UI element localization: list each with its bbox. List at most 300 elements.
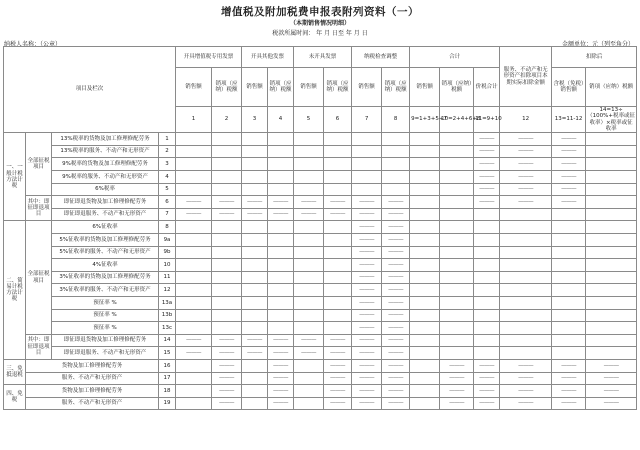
not-applicable-cell: ——— (212, 359, 242, 372)
not-applicable-cell: ——— (552, 372, 586, 385)
not-applicable-cell: ——— (500, 385, 552, 398)
row-description: 5%征收率的货物及加工修理修配劳务 (52, 234, 159, 247)
amount-input-cell[interactable] (410, 309, 440, 322)
amount-input-cell[interactable] (268, 171, 294, 184)
not-applicable-cell: ——— (294, 347, 324, 360)
not-applicable-cell: ——— (552, 196, 586, 209)
amount-input-cell[interactable] (410, 145, 440, 158)
sales-header: 销售额 (242, 68, 268, 107)
row-number: 10 (159, 259, 176, 272)
amount-input-cell[interactable] (212, 145, 242, 158)
amount-input-cell[interactable] (500, 322, 552, 335)
amount-input-cell[interactable] (268, 284, 294, 297)
amount-input-cell[interactable] (552, 347, 586, 360)
amount-input-cell[interactable] (352, 133, 382, 146)
amount-input-cell[interactable] (500, 296, 552, 309)
amount-input-cell[interactable] (474, 271, 500, 284)
group-after-deduction: 扣除后 (552, 47, 637, 68)
row-number: 19 (159, 397, 176, 410)
amount-input-cell[interactable] (294, 397, 324, 410)
amount-input-cell[interactable] (352, 158, 382, 171)
amount-input-cell[interactable] (268, 234, 294, 247)
row-description: 即征即退服务、不动产和无形资产 (52, 347, 159, 360)
amount-input-cell[interactable] (176, 397, 212, 410)
amount-input-cell[interactable] (242, 372, 268, 385)
amount-input-cell[interactable] (324, 171, 352, 184)
amount-input-cell[interactable] (212, 246, 242, 259)
amount-input-cell[interactable] (212, 296, 242, 309)
not-applicable-cell: ——— (552, 183, 586, 196)
amount-input-cell[interactable] (474, 309, 500, 322)
amount-input-cell[interactable] (324, 322, 352, 335)
column-number: 8 (382, 107, 410, 133)
amount-input-cell[interactable] (586, 347, 637, 360)
amount-input-cell[interactable] (382, 171, 410, 184)
amount-input-cell[interactable] (552, 259, 586, 272)
amount-input-cell[interactable] (352, 171, 382, 184)
amount-input-cell[interactable] (586, 196, 637, 209)
amount-input-cell[interactable] (212, 284, 242, 297)
tax-header: 销项（应纳）税额 (324, 68, 352, 107)
amount-input-cell[interactable] (268, 246, 294, 259)
not-applicable-cell: ——— (382, 221, 410, 234)
amount-input-cell[interactable] (410, 284, 440, 297)
amount-input-cell[interactable] (440, 234, 474, 247)
amount-input-cell[interactable] (440, 221, 474, 234)
section-simplified: 二、简易计税方法计税 (4, 221, 26, 360)
amount-input-cell[interactable] (440, 183, 474, 196)
amount-input-cell[interactable] (440, 246, 474, 259)
amount-input-cell[interactable] (176, 271, 212, 284)
amount-input-cell[interactable] (410, 385, 440, 398)
not-applicable-cell: ——— (212, 334, 242, 347)
amount-input-cell[interactable] (294, 133, 324, 146)
amount-input-cell[interactable] (474, 259, 500, 272)
row-description: 货物及加工修理修配劳务 (26, 385, 159, 398)
row-number: 9b (159, 246, 176, 259)
amount-input-cell[interactable] (176, 171, 212, 184)
amount-input-cell[interactable] (440, 271, 474, 284)
amount-input-cell[interactable] (586, 171, 637, 184)
amount-input-cell[interactable] (324, 158, 352, 171)
amount-input-cell[interactable] (176, 145, 212, 158)
not-applicable-cell: ——— (440, 397, 474, 410)
amount-input-cell[interactable] (242, 145, 268, 158)
amount-input-cell[interactable] (500, 271, 552, 284)
amount-input-cell[interactable] (586, 183, 637, 196)
taxpayer-name-label: 纳税人名称：（公章） (4, 41, 62, 48)
amount-input-cell[interactable] (268, 322, 294, 335)
amount-input-cell[interactable] (212, 309, 242, 322)
not-applicable-cell: ——— (176, 334, 212, 347)
amount-input-cell[interactable] (552, 309, 586, 322)
not-applicable-cell: ——— (212, 385, 242, 398)
row-description: 3%征收率的货物及加工修理修配劳务 (52, 271, 159, 284)
table-row (4, 171, 637, 184)
amount-input-cell[interactable] (586, 234, 637, 247)
amount-input-cell[interactable] (410, 271, 440, 284)
amount-input-cell[interactable] (176, 385, 212, 398)
amount-input-cell[interactable] (268, 221, 294, 234)
amount-input-cell[interactable] (474, 334, 500, 347)
amount-input-cell[interactable] (176, 158, 212, 171)
not-applicable-cell: ——— (382, 271, 410, 284)
amount-input-cell[interactable] (176, 259, 212, 272)
amount-input-cell[interactable] (552, 284, 586, 297)
amount-input-cell[interactable] (242, 133, 268, 146)
table-row (4, 259, 637, 272)
amount-input-cell[interactable] (294, 322, 324, 335)
amount-input-cell[interactable] (212, 234, 242, 247)
amount-input-cell[interactable] (586, 221, 637, 234)
amount-input-cell[interactable] (212, 171, 242, 184)
amount-input-cell[interactable] (294, 158, 324, 171)
not-applicable-cell: ——— (176, 196, 212, 209)
amount-input-cell[interactable] (474, 322, 500, 335)
row-number: 2 (159, 145, 176, 158)
amount-input-cell[interactable] (294, 309, 324, 322)
not-applicable-cell: ——— (352, 347, 382, 360)
amount-input-cell[interactable] (500, 221, 552, 234)
amount-input-cell[interactable] (410, 334, 440, 347)
row-number: 3 (159, 158, 176, 171)
amount-input-cell[interactable] (410, 158, 440, 171)
amount-input-cell[interactable] (242, 359, 268, 372)
amount-input-cell[interactable] (410, 322, 440, 335)
row-number: 13c (159, 322, 176, 335)
not-applicable-cell: ——— (268, 359, 294, 372)
amount-input-cell[interactable] (410, 234, 440, 247)
amount-input-cell[interactable] (552, 246, 586, 259)
column-number: 14=13÷（100%+税率或征收率）×税率或征收率 (587, 107, 635, 132)
table-row (4, 208, 637, 221)
column-number: 10=2+4+6+8 (440, 107, 474, 133)
amount-input-cell[interactable] (324, 221, 352, 234)
table-row (4, 347, 637, 360)
amount-input-cell[interactable] (352, 145, 382, 158)
row-description: 6%税率 (52, 183, 159, 196)
row-number: 17 (159, 372, 176, 385)
amount-input-cell[interactable] (176, 183, 212, 196)
amount-input-cell[interactable] (474, 234, 500, 247)
amount-input-cell[interactable] (552, 334, 586, 347)
amount-input-cell[interactable] (474, 221, 500, 234)
row-number: 1 (159, 133, 176, 146)
amount-input-cell[interactable] (410, 171, 440, 184)
not-applicable-cell: ——— (382, 334, 410, 347)
subsection-refund-on-levy: 其中：即征即退项目 (26, 334, 52, 359)
amount-input-cell[interactable] (440, 171, 474, 184)
amount-input-cell[interactable] (410, 196, 440, 209)
amount-input-cell[interactable] (586, 284, 637, 297)
amount-input-cell[interactable] (324, 234, 352, 247)
amount-input-cell[interactable] (294, 234, 324, 247)
amount-input-cell[interactable] (586, 334, 637, 347)
amount-input-cell[interactable] (242, 309, 268, 322)
not-applicable-cell: ——— (352, 284, 382, 297)
amount-input-cell[interactable] (410, 208, 440, 221)
amount-input-cell[interactable] (176, 221, 212, 234)
amount-input-cell[interactable] (176, 372, 212, 385)
amount-input-cell[interactable] (382, 183, 410, 196)
amount-input-cell[interactable] (176, 246, 212, 259)
amount-input-cell[interactable] (410, 397, 440, 410)
amount-input-cell[interactable] (176, 133, 212, 146)
not-applicable-cell: ——— (242, 334, 268, 347)
row-number: 13a (159, 296, 176, 309)
table-row (4, 271, 637, 284)
amount-input-cell[interactable] (352, 183, 382, 196)
amount-input-cell[interactable] (500, 309, 552, 322)
amount-input-cell[interactable] (268, 158, 294, 171)
amount-input-cell[interactable] (324, 296, 352, 309)
not-applicable-cell: ——— (440, 372, 474, 385)
amount-input-cell[interactable] (552, 221, 586, 234)
amount-input-cell[interactable] (294, 183, 324, 196)
not-applicable-cell: ——— (324, 359, 352, 372)
amount-input-cell[interactable] (410, 372, 440, 385)
not-applicable-cell: ——— (176, 208, 212, 221)
amount-input-cell[interactable] (586, 145, 637, 158)
amount-input-cell[interactable] (294, 296, 324, 309)
amount-input-cell[interactable] (176, 309, 212, 322)
not-applicable-cell: ——— (382, 347, 410, 360)
amount-input-cell[interactable] (382, 133, 410, 146)
amount-input-cell[interactable] (474, 347, 500, 360)
amount-input-cell[interactable] (294, 171, 324, 184)
amount-input-cell[interactable] (440, 145, 474, 158)
amount-input-cell[interactable] (242, 171, 268, 184)
amount-input-cell[interactable] (552, 322, 586, 335)
section-general: 一、一般计税方法计税 (4, 133, 26, 221)
amount-input-cell[interactable] (268, 133, 294, 146)
amount-input-cell[interactable] (410, 359, 440, 372)
row-number: 13b (159, 309, 176, 322)
amount-input-cell[interactable] (410, 347, 440, 360)
amount-input-cell[interactable] (410, 259, 440, 272)
amount-input-cell[interactable] (242, 284, 268, 297)
amount-input-cell[interactable] (176, 322, 212, 335)
row-description: 6%征收率 (52, 221, 159, 234)
not-applicable-cell: ——— (500, 397, 552, 410)
amount-input-cell[interactable] (268, 145, 294, 158)
not-applicable-cell: ——— (352, 234, 382, 247)
amount-input-cell[interactable] (242, 397, 268, 410)
not-applicable-cell: ——— (382, 309, 410, 322)
amount-input-cell[interactable] (176, 296, 212, 309)
not-applicable-cell: ——— (352, 385, 382, 398)
amount-input-cell[interactable] (586, 271, 637, 284)
not-applicable-cell: ——— (242, 196, 268, 209)
amount-input-cell[interactable] (500, 284, 552, 297)
amount-input-cell[interactable] (242, 296, 268, 309)
amount-input-cell[interactable] (294, 145, 324, 158)
amount-input-cell[interactable] (440, 284, 474, 297)
not-applicable-cell: ——— (382, 359, 410, 372)
amount-input-cell[interactable] (586, 158, 637, 171)
amount-input-cell[interactable] (552, 296, 586, 309)
amount-input-cell[interactable] (324, 183, 352, 196)
not-applicable-cell: ——— (352, 296, 382, 309)
after-deduction-tax-header: 销项（应纳）税额 (586, 68, 637, 107)
not-applicable-cell: ——— (382, 208, 410, 221)
row-number: 9a (159, 234, 176, 247)
amount-input-cell[interactable] (410, 133, 440, 146)
amount-input-cell[interactable] (294, 271, 324, 284)
amount-input-cell[interactable] (212, 259, 242, 272)
form-title: 增值税及附加税费申报表附列资料（一） (221, 6, 419, 18)
amount-input-cell[interactable] (324, 271, 352, 284)
amount-input-cell[interactable] (410, 296, 440, 309)
amount-input-cell[interactable] (324, 259, 352, 272)
row-description: 5%征收率的服务、不动产和无形资产 (52, 246, 159, 259)
amount-input-cell[interactable] (324, 133, 352, 146)
table-row (4, 284, 637, 297)
amount-input-cell[interactable] (212, 271, 242, 284)
not-applicable-cell: ——— (500, 372, 552, 385)
amount-input-cell[interactable] (242, 234, 268, 247)
table-row (4, 234, 637, 247)
amount-input-cell[interactable] (410, 221, 440, 234)
amount-input-cell[interactable] (440, 196, 474, 209)
subsection-refund-on-levy: 其中：即征即退项目 (26, 196, 52, 221)
column-number: 3 (242, 107, 268, 133)
amount-input-cell[interactable] (268, 183, 294, 196)
amount-input-cell[interactable] (382, 145, 410, 158)
not-applicable-cell: ——— (324, 196, 352, 209)
not-applicable-cell: ——— (474, 145, 500, 158)
amount-input-cell[interactable] (324, 309, 352, 322)
not-applicable-cell: ——— (552, 145, 586, 158)
amount-input-cell[interactable] (242, 246, 268, 259)
amount-input-cell[interactable] (500, 347, 552, 360)
amount-input-cell[interactable] (440, 309, 474, 322)
not-applicable-cell: ——— (324, 397, 352, 410)
not-applicable-cell: ——— (352, 208, 382, 221)
amount-input-cell[interactable] (294, 284, 324, 297)
not-applicable-cell: ——— (500, 183, 552, 196)
amount-input-cell[interactable] (500, 208, 552, 221)
amount-input-cell[interactable] (410, 183, 440, 196)
amount-input-cell[interactable] (552, 208, 586, 221)
amount-input-cell[interactable] (500, 259, 552, 272)
amount-input-cell[interactable] (176, 359, 212, 372)
not-applicable-cell: ——— (382, 196, 410, 209)
not-applicable-cell: ——— (242, 347, 268, 360)
row-number: 14 (159, 334, 176, 347)
row-description: 服务、不动产和无形资产 (26, 372, 159, 385)
amount-input-cell[interactable] (474, 296, 500, 309)
not-applicable-cell: ——— (294, 196, 324, 209)
sales-header: 销售额 (352, 68, 382, 107)
amount-input-cell[interactable] (268, 309, 294, 322)
column-number: 11=9+10 (474, 107, 500, 133)
amount-input-cell[interactable] (552, 271, 586, 284)
amount-input-cell[interactable] (440, 334, 474, 347)
amount-input-cell[interactable] (242, 271, 268, 284)
amount-input-cell[interactable] (294, 359, 324, 372)
amount-input-cell[interactable] (324, 145, 352, 158)
table-row (4, 196, 637, 209)
amount-input-cell[interactable] (586, 208, 637, 221)
amount-input-cell[interactable] (294, 372, 324, 385)
table-row (4, 397, 637, 410)
amount-input-cell[interactable] (294, 385, 324, 398)
amount-input-cell[interactable] (268, 259, 294, 272)
amount-input-cell[interactable] (212, 133, 242, 146)
amount-input-cell[interactable] (294, 246, 324, 259)
amount-input-cell[interactable] (440, 322, 474, 335)
amount-input-cell[interactable] (474, 284, 500, 297)
amount-input-cell[interactable] (242, 183, 268, 196)
amount-input-cell[interactable] (242, 322, 268, 335)
amount-input-cell[interactable] (586, 296, 637, 309)
amount-input-cell[interactable] (382, 158, 410, 171)
amount-input-cell[interactable] (242, 158, 268, 171)
amount-input-cell[interactable] (440, 347, 474, 360)
row-number: 7 (159, 208, 176, 221)
amount-input-cell[interactable] (324, 284, 352, 297)
amount-input-cell[interactable] (440, 296, 474, 309)
not-applicable-cell: ——— (352, 196, 382, 209)
amount-input-cell[interactable] (268, 271, 294, 284)
amount-input-cell[interactable] (586, 309, 637, 322)
not-applicable-cell: ——— (268, 334, 294, 347)
amount-input-cell[interactable] (268, 296, 294, 309)
amount-input-cell[interactable] (212, 322, 242, 335)
amount-input-cell[interactable] (212, 221, 242, 234)
amount-input-cell[interactable] (242, 385, 268, 398)
amount-input-cell[interactable] (176, 234, 212, 247)
amount-input-cell[interactable] (410, 246, 440, 259)
not-applicable-cell: ——— (382, 234, 410, 247)
amount-input-cell[interactable] (440, 133, 474, 146)
column-number: 13=11-12 (552, 107, 586, 133)
amount-input-cell[interactable] (212, 158, 242, 171)
not-applicable-cell: ——— (382, 246, 410, 259)
amount-input-cell[interactable] (500, 334, 552, 347)
amount-input-cell[interactable] (212, 183, 242, 196)
amount-input-cell[interactable] (440, 259, 474, 272)
amount-input-cell[interactable] (294, 221, 324, 234)
amount-input-cell[interactable] (500, 246, 552, 259)
tax-header: 销项（应纳）税额 (212, 68, 242, 107)
amount-input-cell[interactable] (440, 158, 474, 171)
amount-input-cell[interactable] (176, 284, 212, 297)
amount-input-cell[interactable] (586, 322, 637, 335)
column-number: 2 (212, 107, 242, 133)
amount-input-cell[interactable] (242, 259, 268, 272)
amount-input-cell[interactable] (440, 208, 474, 221)
not-applicable-cell: ——— (324, 385, 352, 398)
row-description: 13%税率的货物及加工修理修配劳务 (52, 133, 159, 146)
row-description: 预征率 % (52, 309, 159, 322)
row-description: 货物及加工修理修配劳务 (26, 359, 159, 372)
table-row (4, 322, 637, 335)
amount-input-cell[interactable] (552, 234, 586, 247)
amount-input-cell[interactable] (586, 133, 637, 146)
amount-input-cell[interactable] (586, 259, 637, 272)
amount-input-cell[interactable] (474, 208, 500, 221)
amount-input-cell[interactable] (474, 246, 500, 259)
column-number: 6 (324, 107, 352, 133)
amount-input-cell[interactable] (242, 221, 268, 234)
amount-input-cell[interactable] (324, 246, 352, 259)
amount-input-cell[interactable] (294, 259, 324, 272)
not-applicable-cell: ——— (324, 372, 352, 385)
amount-input-cell[interactable] (500, 234, 552, 247)
amount-input-cell[interactable] (586, 246, 637, 259)
